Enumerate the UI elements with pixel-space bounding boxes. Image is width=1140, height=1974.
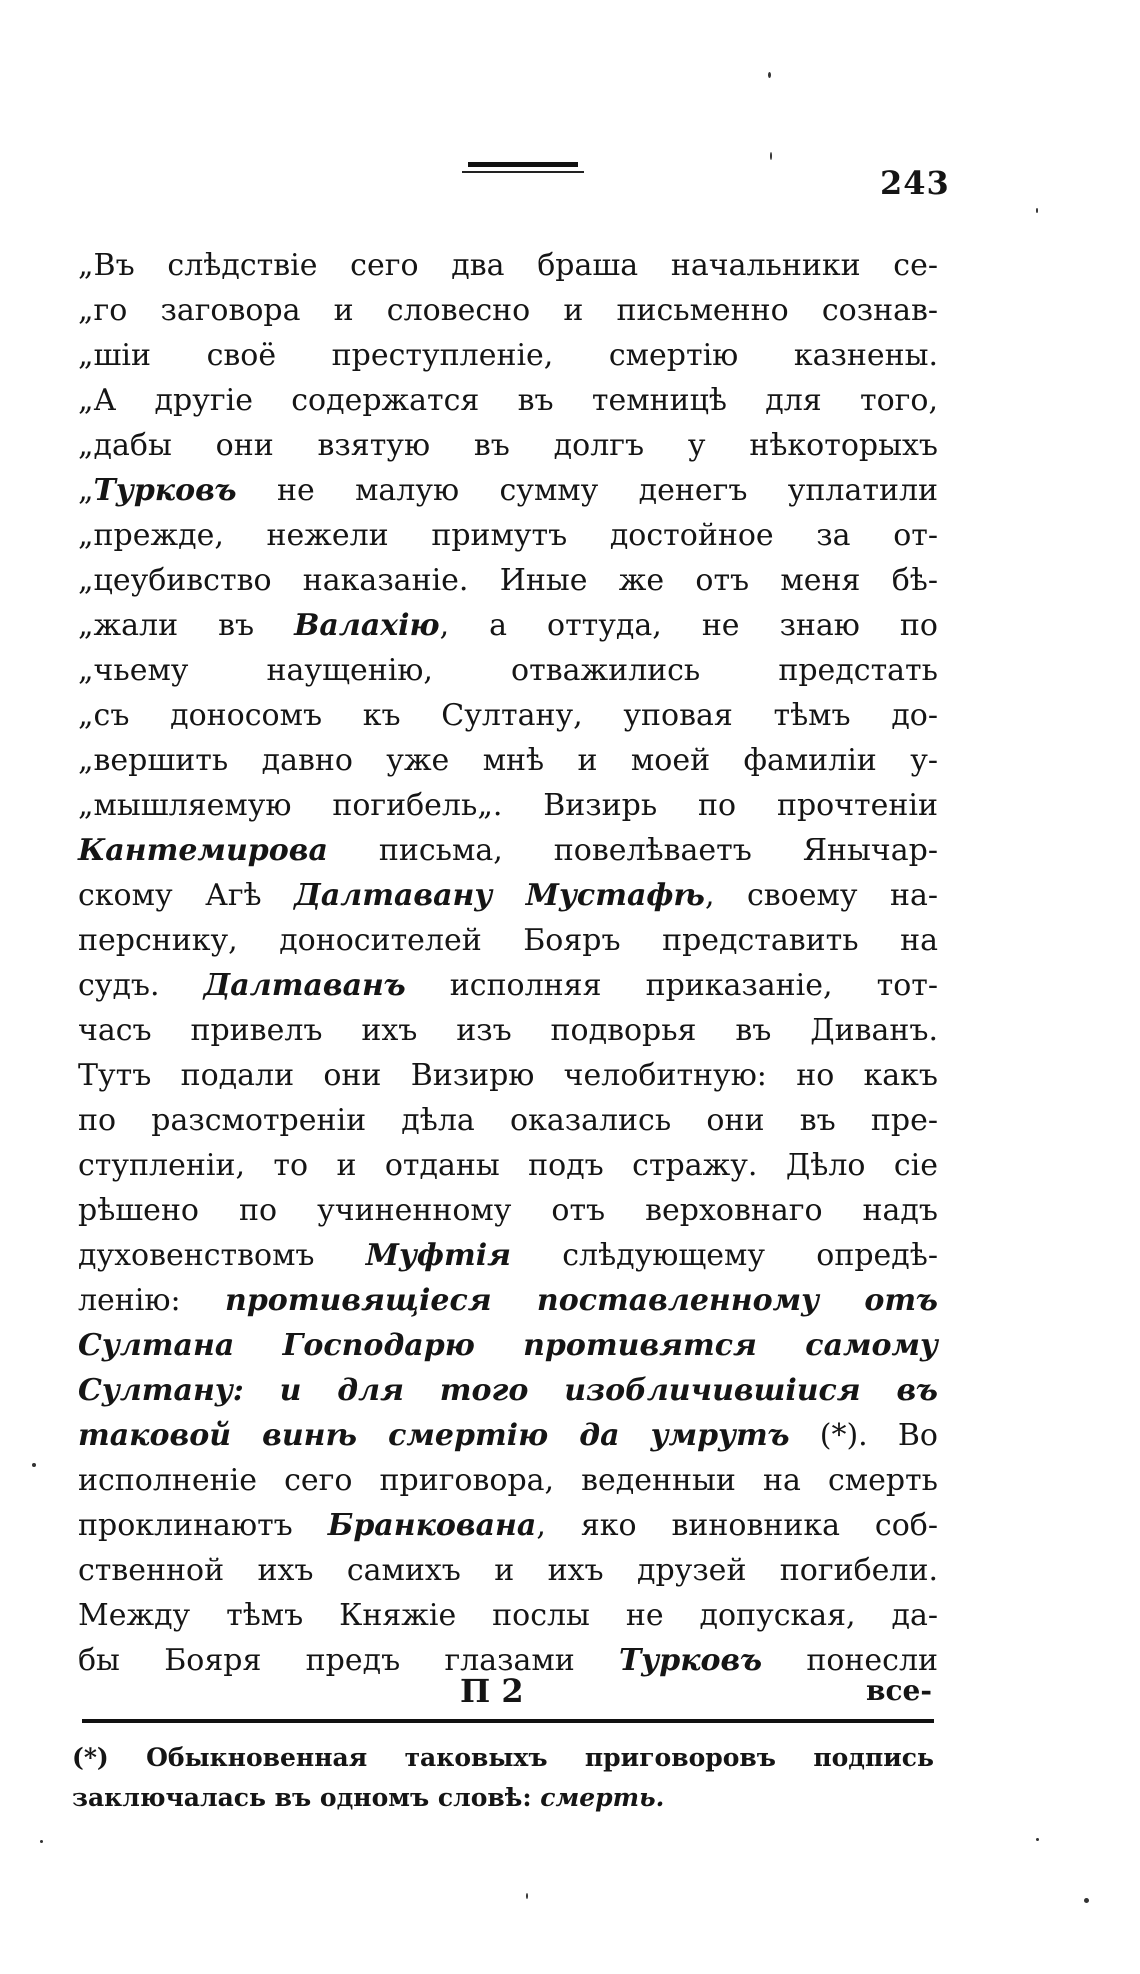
- text-line: [78, 648, 938, 693]
- text-line: [78, 738, 938, 783]
- text-run: Тутъ подали они Визирю челобитную: но какъ: [78, 1058, 938, 1093]
- emphasized-text: Валахію: [294, 608, 440, 643]
- emphasized-text: Бранкована: [327, 1508, 537, 1543]
- text-line: [78, 918, 938, 963]
- text-run: „вершить давно уже мнѣ и моей фамиліи у-: [78, 743, 938, 778]
- text-run: понесли: [762, 1643, 939, 1678]
- emphasized-text: Кантемирова: [78, 833, 328, 868]
- text-line: [78, 1323, 938, 1368]
- paper-speck: [1036, 1838, 1039, 1841]
- text-line: [78, 423, 938, 468]
- text-run: проклинаютъ: [78, 1508, 328, 1543]
- text-run: „го заговора и словесно и письменно сознав-: [78, 293, 938, 328]
- text-run: „чьему наущенію, отважились предстать: [78, 653, 938, 688]
- text-line: [78, 1008, 938, 1053]
- text-run: исполняя приказаніе, тот-: [405, 968, 939, 1003]
- text-line: [78, 1368, 938, 1413]
- text-line: [78, 693, 938, 738]
- footnote-line: [72, 1738, 934, 1778]
- text-line: [78, 1188, 938, 1233]
- text-line: [78, 1053, 938, 1098]
- main-text: [78, 243, 938, 1683]
- paper-speck: [32, 1463, 36, 1467]
- header-ornament-rule: [462, 162, 584, 176]
- text-line: [78, 468, 938, 513]
- text-run: ленію:: [78, 1283, 226, 1318]
- text-run: „прежде, нежели примутъ достойное за от-: [78, 518, 938, 553]
- text-run: судъ.: [78, 968, 204, 1003]
- text-run: по разсмотреніи дѣла оказались они въ пре-: [78, 1103, 938, 1138]
- text-run: „дабы они взятую въ долгъ у нѣкоторыхъ: [78, 428, 938, 463]
- text-line: [78, 1143, 938, 1188]
- emphasized-text: Султану: и для того изобличившіися въ: [78, 1373, 938, 1408]
- text-run: ступленіи, то и отданы подъ стражу. Дѣло сіе: [78, 1148, 938, 1183]
- text-run: перснику, доносителей Бояръ представить на: [78, 923, 938, 958]
- catchword: все-: [866, 1674, 932, 1707]
- text-run: , яко виновника соб-: [536, 1508, 938, 1543]
- emphasized-text: противящіеся поставленному отъ: [225, 1283, 938, 1318]
- text-run: слѣдующему опредѣ-: [510, 1238, 938, 1273]
- page-number: 243: [880, 164, 950, 202]
- text-line: [78, 378, 938, 423]
- text-run: (*). Во: [789, 1418, 938, 1453]
- header-rule-thick: [468, 162, 578, 167]
- text-line: [78, 1458, 938, 1503]
- text-run: скому Агѣ: [78, 878, 295, 913]
- footnote-rule: [82, 1719, 934, 1723]
- paper-speck: [40, 1840, 43, 1843]
- text-run: Между тѣмъ Княжіе послы не допуская, да-: [78, 1598, 938, 1633]
- text-run: „А другіе содержатся въ темницѣ для того,: [78, 383, 938, 418]
- text-line: [78, 558, 938, 603]
- text-run: не малую сумму денегъ уплатили: [236, 473, 938, 508]
- text-run: (*) Обыкновенная таковыхъ приговоровъ подпись: [72, 1743, 934, 1772]
- text-line: [78, 828, 938, 873]
- text-line: [78, 1593, 938, 1638]
- text-run: исполненіе сего приговора, веденныи на смерть: [78, 1463, 938, 1498]
- emphasized-text: Турковъ: [618, 1643, 763, 1678]
- footnote: [72, 1738, 934, 1818]
- text-run: ственной ихъ самихъ и ихъ друзей погибели.: [78, 1553, 938, 1588]
- paper-speck: [770, 152, 772, 160]
- text-line: [78, 1503, 938, 1548]
- emphasized-text: Муфтія: [365, 1238, 511, 1273]
- text-run: „: [78, 473, 94, 508]
- text-line: [78, 513, 938, 558]
- text-run: „съ доносомъ къ Султану, уповая тѣмъ до-: [78, 698, 938, 733]
- text-run: „цеубивство наказаніе. Иные же отъ меня бѣ-: [78, 563, 938, 598]
- text-line: [78, 333, 938, 378]
- emphasized-text: Султана Господарю противятся самому: [78, 1328, 938, 1363]
- text-run: бы Бояря предъ глазами: [78, 1643, 619, 1678]
- text-line: [78, 963, 938, 1008]
- text-line: [78, 783, 938, 828]
- text-line: [78, 1098, 938, 1143]
- text-run: „жали въ: [78, 608, 295, 643]
- text-line: [78, 873, 938, 918]
- emphasized-text: Турковъ: [93, 473, 237, 508]
- emphasized-text: таковой винѣ смертію да умрутъ: [78, 1418, 790, 1453]
- text-line: [78, 288, 938, 333]
- text-run: рѣшено по учиненному отъ верховнаго надъ: [78, 1193, 938, 1228]
- text-run: „Въ слѣдствіе сего два браша начальники се-: [78, 248, 938, 283]
- emphasized-text: Далтаванъ: [203, 968, 406, 1003]
- text-run: письма, повелѣваетъ Янычар-: [327, 833, 938, 868]
- footnote-line: [72, 1778, 934, 1818]
- text-run: „шіи своё преступленіе, смертію казнены.: [78, 338, 938, 373]
- emphasized-text: смерть.: [540, 1783, 665, 1812]
- text-line: [78, 1413, 938, 1458]
- text-line: [78, 1278, 938, 1323]
- emphasized-text: Далтавану Мустафѣ: [294, 878, 705, 913]
- text-run: , а оттуда, не знаю по: [439, 608, 938, 643]
- text-line: [78, 1233, 938, 1278]
- text-line: [78, 1548, 938, 1593]
- text-run: „мышляемую погибель„. Визирь по прочтеніи: [78, 788, 938, 823]
- paper-speck: [1036, 208, 1038, 213]
- paper-speck: [1084, 1898, 1089, 1903]
- signature-mark: П 2: [460, 1672, 524, 1710]
- text-run: заключалась въ одномъ словѣ:: [72, 1783, 541, 1812]
- text-run: часъ привелъ ихъ изъ подворья въ Диванъ.: [78, 1013, 938, 1048]
- text-run: , своему на-: [704, 878, 939, 913]
- text-run: духовенствомъ: [78, 1238, 366, 1273]
- paper-speck: [768, 72, 771, 78]
- text-line: [78, 603, 938, 648]
- paper-speck: [526, 1893, 528, 1899]
- text-line: [78, 243, 938, 288]
- header-rule-thin: [462, 171, 584, 173]
